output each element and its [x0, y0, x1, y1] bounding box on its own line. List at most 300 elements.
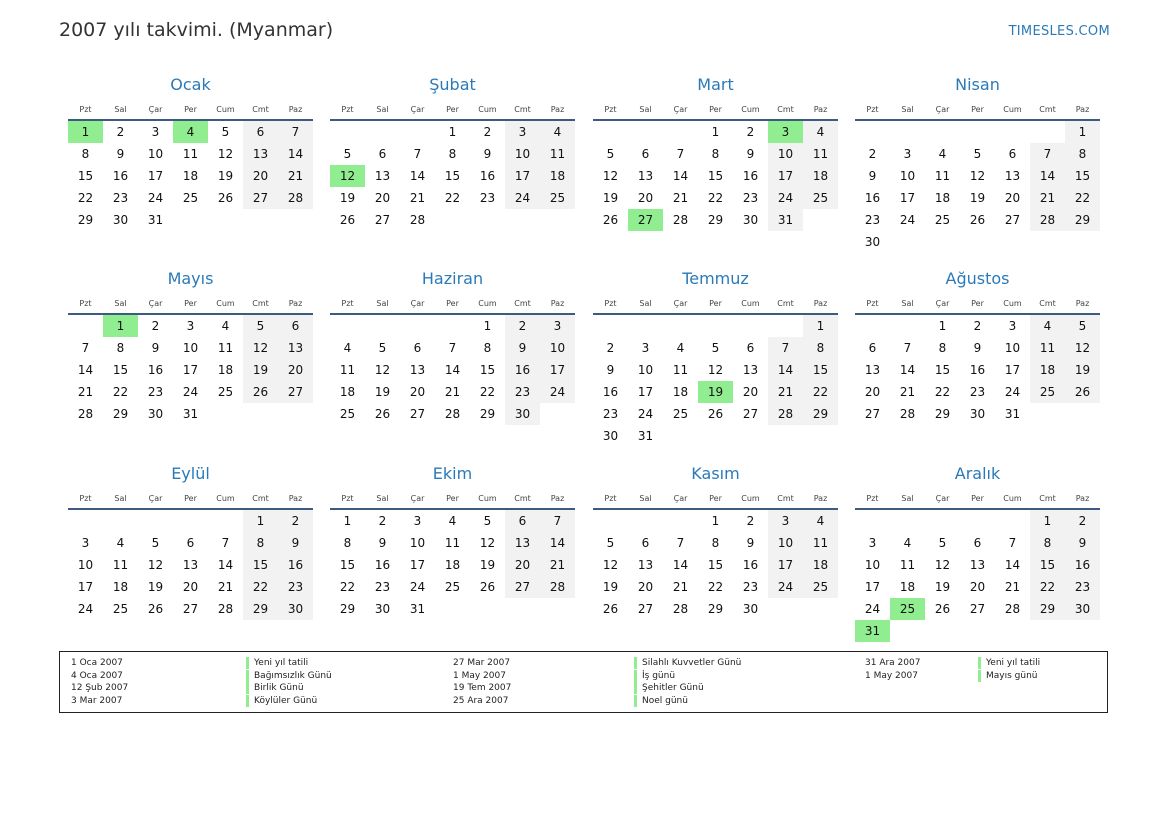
weekday-label: Çar — [673, 494, 688, 503]
day-cell: 18 — [339, 385, 356, 399]
day-cell: 23 — [505, 381, 540, 403]
day-cell: 4 — [1030, 315, 1065, 337]
day-cell: 1 — [1065, 121, 1100, 143]
day-cell: 30 — [112, 213, 129, 227]
legend-holiday-name: Mayıs günü — [978, 670, 1037, 682]
holiday-day-cell: 27 — [628, 209, 663, 231]
day-cell: 19 — [969, 191, 986, 205]
day-cell: 16 — [112, 169, 129, 183]
day-cell: 29 — [934, 407, 951, 421]
day-cell: 22 — [444, 191, 461, 205]
day-cell: 26 — [707, 407, 724, 421]
day-cell: 29 — [112, 407, 129, 421]
day-cell: 21 — [672, 580, 689, 594]
weekday-label: Paz — [813, 105, 828, 114]
day-cell: 27 — [969, 602, 986, 616]
day-cell: 27 — [243, 187, 278, 209]
day-cell: 23 — [1065, 576, 1100, 598]
legend-holiday-name: Bağımsızlık Günü — [246, 670, 332, 682]
day-cell: 2 — [746, 514, 755, 528]
day-cell: 4 — [116, 536, 125, 550]
weekday-label: Paz — [550, 105, 565, 114]
day-cell: 2 — [378, 514, 387, 528]
day-cell: 5 — [1065, 315, 1100, 337]
holiday-day-cell: 19 — [698, 381, 733, 403]
day-cell: 13 — [243, 143, 278, 165]
weekday-label: Sal — [376, 494, 389, 503]
month-name: Şubat — [429, 75, 476, 94]
day-cell: 2 — [278, 510, 313, 532]
day-cell: 13 — [969, 558, 986, 572]
weekday-label: Pzt — [79, 299, 92, 308]
day-cell: 7 — [278, 121, 313, 143]
day-cell: 14 — [278, 143, 313, 165]
day-cell: 13 — [409, 363, 426, 377]
day-cell: 10 — [899, 169, 916, 183]
day-cell: 28 — [217, 602, 234, 616]
day-cell: 25 — [934, 213, 951, 227]
day-cell: 25 — [217, 385, 234, 399]
month-name: Ekim — [432, 464, 473, 483]
day-cell: 18 — [182, 169, 199, 183]
day-cell: 29 — [1065, 209, 1100, 231]
day-cell: 26 — [1065, 381, 1100, 403]
day-cell: 29 — [77, 213, 94, 227]
day-cell: 31 — [409, 602, 426, 616]
weekday-label: Cum — [216, 105, 235, 114]
day-cell: 12 — [217, 147, 234, 161]
day-cell: 25 — [339, 407, 356, 421]
day-cell: 1 — [448, 125, 457, 139]
day-cell: 9 — [151, 341, 160, 355]
weekday-label: Paz — [1075, 105, 1090, 114]
day-cell: 22 — [1065, 187, 1100, 209]
day-cell: 23 — [479, 191, 496, 205]
weekday-label: Cmt — [252, 299, 269, 308]
day-cell: 13 — [1004, 169, 1021, 183]
day-cell: 9 — [868, 169, 877, 183]
weekday-label: Per — [971, 494, 984, 503]
day-cell: 22 — [479, 385, 496, 399]
day-cell: 10 — [768, 143, 803, 165]
day-cell: 2 — [151, 319, 160, 333]
day-cell: 28 — [540, 576, 575, 598]
weekday-label: Cmt — [1039, 494, 1056, 503]
day-cell: 16 — [864, 191, 881, 205]
day-cell: 20 — [505, 554, 540, 576]
weekday-label: Cum — [741, 494, 760, 503]
weekday-label: Pzt — [341, 299, 354, 308]
day-cell: 1 — [711, 514, 720, 528]
day-cell: 23 — [374, 580, 391, 594]
day-cell: 16 — [742, 558, 759, 572]
day-cell: 8 — [711, 147, 720, 161]
weekday-label: Per — [971, 105, 984, 114]
day-cell: 8 — [803, 337, 838, 359]
day-cell: 24 — [505, 187, 540, 209]
day-cell: 11 — [1030, 337, 1065, 359]
day-cell: 12 — [707, 363, 724, 377]
day-cell: 21 — [768, 381, 803, 403]
day-cell: 30 — [742, 213, 759, 227]
day-cell: 15 — [803, 359, 838, 381]
day-cell: 29 — [339, 602, 356, 616]
day-cell: 15 — [1065, 165, 1100, 187]
day-cell: 23 — [742, 191, 759, 205]
day-cell: 29 — [803, 403, 838, 425]
day-cell: 7 — [221, 536, 230, 550]
day-cell: 28 — [278, 187, 313, 209]
day-cell: 18 — [112, 580, 129, 594]
day-cell: 21 — [672, 191, 689, 205]
weekday-label: Pzt — [604, 494, 617, 503]
day-cell: 11 — [182, 147, 199, 161]
weekday-label: Pzt — [79, 494, 92, 503]
weekday-label: Pzt — [341, 105, 354, 114]
day-cell: 2 — [483, 125, 492, 139]
day-cell: 28 — [444, 407, 461, 421]
day-cell: 4 — [903, 536, 912, 550]
day-cell: 19 — [217, 169, 234, 183]
day-cell: 1 — [343, 514, 352, 528]
day-cell: 26 — [602, 602, 619, 616]
day-cell: 30 — [864, 235, 881, 249]
day-cell: 22 — [707, 580, 724, 594]
weekday-label: Cmt — [514, 105, 531, 114]
day-cell: 6 — [243, 121, 278, 143]
weekday-label: Per — [709, 494, 722, 503]
day-cell: 16 — [147, 363, 164, 377]
weekday-label: Sal — [376, 299, 389, 308]
day-cell: 13 — [182, 558, 199, 572]
legend-holiday-name: Yeni yıl tatili — [978, 657, 1040, 669]
day-cell: 3 — [151, 125, 160, 139]
weekday-label: Cmt — [252, 494, 269, 503]
day-cell: 2 — [606, 341, 615, 355]
day-cell: 24 — [864, 602, 881, 616]
day-cell: 23 — [602, 407, 619, 421]
month-name: Eylül — [171, 464, 210, 483]
day-cell: 9 — [278, 532, 313, 554]
day-cell: 5 — [606, 536, 615, 550]
day-cell: 14 — [77, 363, 94, 377]
day-cell: 30 — [1065, 598, 1100, 620]
day-cell: 20 — [742, 385, 759, 399]
holiday-day-cell: 31 — [855, 620, 890, 642]
month-name: Temmuz — [682, 269, 749, 288]
day-cell: 31 — [768, 209, 803, 231]
day-cell: 24 — [147, 191, 164, 205]
weekday-label: Paz — [1075, 494, 1090, 503]
day-cell: 2 — [973, 319, 982, 333]
day-cell: 20 — [637, 580, 654, 594]
day-cell: 21 — [899, 385, 916, 399]
day-cell: 2 — [505, 315, 540, 337]
day-cell: 10 — [540, 337, 575, 359]
weekday-label: Paz — [288, 494, 303, 503]
day-cell: 2 — [746, 125, 755, 139]
day-cell: 21 — [1004, 580, 1021, 594]
day-cell: 28 — [672, 602, 689, 616]
day-cell: 13 — [637, 558, 654, 572]
weekday-label: Sal — [901, 105, 914, 114]
day-cell: 15 — [339, 558, 356, 572]
day-cell: 25 — [112, 602, 129, 616]
day-cell: 1 — [711, 125, 720, 139]
day-cell: 16 — [479, 169, 496, 183]
weekday-label: Sal — [114, 105, 127, 114]
day-cell: 17 — [505, 165, 540, 187]
day-cell: 24 — [1004, 385, 1021, 399]
day-cell: 12 — [969, 169, 986, 183]
legend-date: 25 Ara 2007 — [453, 696, 509, 707]
day-cell: 11 — [803, 143, 838, 165]
legend-holiday-name: İş günü — [634, 670, 675, 682]
day-cell: 8 — [243, 532, 278, 554]
weekday-label: Per — [709, 299, 722, 308]
legend-date: 12 Şub 2007 — [71, 683, 129, 694]
day-cell: 24 — [77, 602, 94, 616]
day-cell: 11 — [444, 536, 461, 550]
day-cell: 30 — [147, 407, 164, 421]
day-cell: 16 — [602, 385, 619, 399]
day-cell: 30 — [278, 598, 313, 620]
day-cell: 19 — [479, 558, 496, 572]
weekday-label: Cum — [741, 105, 760, 114]
day-cell: 18 — [1030, 359, 1065, 381]
weekday-label: Per — [446, 494, 459, 503]
day-cell: 14 — [444, 363, 461, 377]
day-cell: 12 — [374, 363, 391, 377]
day-cell: 28 — [77, 407, 94, 421]
day-cell: 16 — [969, 363, 986, 377]
day-cell: 26 — [969, 213, 986, 227]
day-cell: 2 — [868, 147, 877, 161]
weekday-label: Per — [184, 105, 197, 114]
day-cell: 3 — [505, 121, 540, 143]
day-cell: 5 — [483, 514, 492, 528]
day-cell: 9 — [378, 536, 387, 550]
day-cell: 10 — [505, 143, 540, 165]
day-cell: 21 — [77, 385, 94, 399]
day-cell: 7 — [676, 536, 685, 550]
day-cell: 25 — [444, 580, 461, 594]
day-cell: 22 — [934, 385, 951, 399]
weekday-label: Pzt — [866, 494, 879, 503]
day-cell: 9 — [746, 536, 755, 550]
day-cell: 14 — [899, 363, 916, 377]
day-cell: 16 — [742, 169, 759, 183]
day-cell: 8 — [343, 536, 352, 550]
day-cell: 19 — [339, 191, 356, 205]
legend-holiday-name: Noel günü — [634, 695, 688, 707]
day-cell: 25 — [1030, 381, 1065, 403]
day-cell: 27 — [1004, 213, 1021, 227]
day-cell: 4 — [938, 147, 947, 161]
day-cell: 22 — [707, 191, 724, 205]
month-name: Ağustos — [945, 269, 1010, 288]
day-cell: 18 — [803, 165, 838, 187]
day-cell: 24 — [768, 187, 803, 209]
day-cell: 28 — [1030, 209, 1065, 231]
day-cell: 30 — [505, 403, 540, 425]
day-cell: 29 — [707, 602, 724, 616]
day-cell: 22 — [803, 381, 838, 403]
day-cell: 20 — [409, 385, 426, 399]
day-cell: 26 — [147, 602, 164, 616]
weekday-label: Cum — [1003, 299, 1022, 308]
weekday-label: Çar — [410, 299, 425, 308]
day-cell: 6 — [378, 147, 387, 161]
day-cell: 21 — [1030, 187, 1065, 209]
holiday-day-cell: 1 — [68, 121, 103, 143]
day-cell: 19 — [374, 385, 391, 399]
day-cell: 11 — [217, 341, 234, 355]
day-cell: 8 — [711, 536, 720, 550]
day-cell: 26 — [217, 191, 234, 205]
weekday-label: Cmt — [777, 105, 794, 114]
day-cell: 6 — [746, 341, 755, 355]
day-cell: 28 — [768, 403, 803, 425]
day-cell: 5 — [606, 147, 615, 161]
day-cell: 3 — [186, 319, 195, 333]
day-cell: 26 — [934, 602, 951, 616]
weekday-label: Pzt — [341, 494, 354, 503]
day-cell: 20 — [637, 191, 654, 205]
weekday-label: Cmt — [777, 299, 794, 308]
day-cell: 7 — [768, 337, 803, 359]
day-cell: 17 — [147, 169, 164, 183]
day-cell: 23 — [969, 385, 986, 399]
day-cell: 27 — [505, 576, 540, 598]
day-cell: 7 — [413, 147, 422, 161]
day-cell: 6 — [505, 510, 540, 532]
weekday-label: Cmt — [1039, 299, 1056, 308]
day-cell: 8 — [116, 341, 125, 355]
weekday-label: Sal — [376, 105, 389, 114]
day-cell: 20 — [182, 580, 199, 594]
day-cell: 11 — [540, 143, 575, 165]
weekday-label: Sal — [901, 494, 914, 503]
day-cell: 22 — [339, 580, 356, 594]
day-cell: 14 — [768, 359, 803, 381]
day-cell: 8 — [1065, 143, 1100, 165]
day-cell: 31 — [147, 213, 164, 227]
day-cell: 26 — [479, 580, 496, 594]
day-cell: 4 — [803, 510, 838, 532]
day-cell: 15 — [77, 169, 94, 183]
site-link[interactable]: TIMESLES.COM — [1008, 24, 1110, 39]
day-cell: 21 — [444, 385, 461, 399]
day-cell: 9 — [606, 363, 615, 377]
day-cell: 5 — [243, 315, 278, 337]
weekday-label: Paz — [288, 105, 303, 114]
day-cell: 13 — [278, 337, 313, 359]
day-cell: 19 — [602, 191, 619, 205]
day-cell: 8 — [1030, 532, 1065, 554]
legend-holiday-name: Köylüler Günü — [246, 695, 317, 707]
day-cell: 9 — [116, 147, 125, 161]
day-cell: 25 — [803, 576, 838, 598]
weekday-label: Per — [971, 299, 984, 308]
day-cell: 5 — [711, 341, 720, 355]
day-cell: 15 — [112, 363, 129, 377]
day-cell: 25 — [803, 187, 838, 209]
month-name: Aralık — [954, 464, 1001, 483]
day-cell: 17 — [77, 580, 94, 594]
day-cell: 9 — [1065, 532, 1100, 554]
holiday-legend — [59, 651, 1108, 713]
day-cell: 24 — [182, 385, 199, 399]
day-cell: 11 — [112, 558, 129, 572]
day-cell: 21 — [409, 191, 426, 205]
day-cell: 5 — [938, 536, 947, 550]
day-cell: 29 — [707, 213, 724, 227]
day-cell: 2 — [1065, 510, 1100, 532]
weekday-label: Çar — [673, 299, 688, 308]
day-cell: 14 — [217, 558, 234, 572]
day-cell: 20 — [243, 165, 278, 187]
legend-date: 4 Oca 2007 — [71, 670, 123, 681]
weekday-label: Çar — [935, 105, 950, 114]
day-cell: 31 — [637, 429, 654, 443]
day-cell: 1 — [1030, 510, 1065, 532]
day-cell: 8 — [483, 341, 492, 355]
day-cell: 9 — [746, 147, 755, 161]
day-cell: 18 — [672, 385, 689, 399]
weekday-label: Per — [446, 299, 459, 308]
day-cell: 27 — [374, 213, 391, 227]
holiday-day-cell: 25 — [890, 598, 925, 620]
weekday-label: Pzt — [866, 299, 879, 308]
day-cell: 2 — [116, 125, 125, 139]
day-cell: 13 — [374, 169, 391, 183]
day-cell: 5 — [973, 147, 982, 161]
day-cell: 28 — [1004, 602, 1021, 616]
day-cell: 19 — [934, 580, 951, 594]
legend-date: 27 Mar 2007 — [453, 658, 511, 668]
day-cell: 12 — [243, 337, 278, 359]
day-cell: 22 — [1030, 576, 1065, 598]
weekday-label: Per — [446, 105, 459, 114]
day-cell: 5 — [378, 341, 387, 355]
day-cell: 21 — [278, 165, 313, 187]
legend-date: 31 Ara 2007 — [865, 658, 921, 668]
weekday-label: Cum — [478, 105, 497, 114]
weekday-label: Cum — [1003, 494, 1022, 503]
day-cell: 10 — [1004, 341, 1021, 355]
day-cell: 13 — [864, 363, 881, 377]
day-cell: 24 — [637, 407, 654, 421]
day-cell: 14 — [1030, 165, 1065, 187]
day-cell: 20 — [969, 580, 986, 594]
day-cell: 17 — [864, 580, 881, 594]
day-cell: 1 — [483, 319, 492, 333]
day-cell: 4 — [343, 341, 352, 355]
day-cell: 22 — [77, 191, 94, 205]
day-cell: 26 — [339, 213, 356, 227]
weekday-label: Çar — [148, 494, 163, 503]
day-cell: 14 — [540, 532, 575, 554]
day-cell: 6 — [186, 536, 195, 550]
day-cell: 7 — [676, 147, 685, 161]
weekday-label: Sal — [639, 105, 652, 114]
day-cell: 4 — [803, 121, 838, 143]
weekday-label: Çar — [935, 299, 950, 308]
weekday-label: Çar — [148, 105, 163, 114]
day-cell: 18 — [540, 165, 575, 187]
day-cell: 4 — [540, 121, 575, 143]
